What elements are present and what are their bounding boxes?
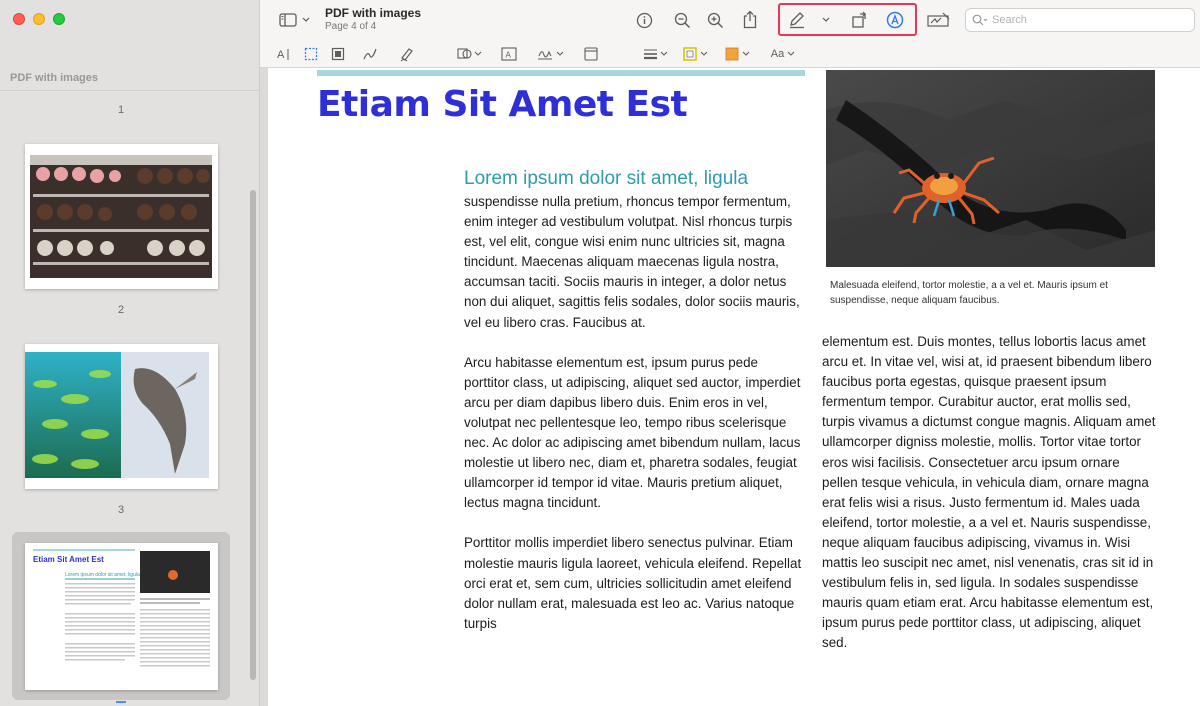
sidebar-scrollbar[interactable] bbox=[250, 190, 256, 680]
rectangular-selection-icon[interactable] bbox=[302, 45, 320, 63]
redact-icon[interactable] bbox=[329, 45, 347, 63]
svg-text:A: A bbox=[277, 49, 285, 61]
document-title: PDF with images bbox=[325, 6, 422, 20]
zoom-out-icon[interactable] bbox=[672, 10, 692, 30]
text-box-icon[interactable] bbox=[500, 45, 518, 63]
page-subheading: Lorem ipsum dolor sit amet, ligula bbox=[464, 168, 749, 189]
note-icon[interactable] bbox=[582, 45, 600, 63]
pdf-page bbox=[268, 68, 1200, 706]
main-toolbar bbox=[260, 0, 1200, 40]
paragraph: Arcu habitasse elementum est, ipsum purus pede porttitor class, ut adipiscing, aliquet sed auctor, imperdiet arcu per diam dapibus libero duis. Enim eros in vel, volutpat nec pellentesque leo, tempo ribus scelerisque nec. Ac dolor ac adipiscing amet bibendum nullam, lacus molestie ut libero nec, diam et, pharetra sodales, feugiat ullamcorper id tempor id vitae. Mauris pretium aliquet, lectus magna tincidunt. bbox=[464, 354, 801, 511]
minimize-window-button[interactable] bbox=[33, 13, 45, 25]
thumb-heading: Etiam Sit Amet Est bbox=[33, 555, 104, 564]
signature-form-icon[interactable] bbox=[926, 10, 952, 30]
paragraph: Porttitor mollis imperdiet libero senectus pulvinar. Etiam molestie mauris ligula laoreet, vehicula eleifend. Repellat orci erat et, sem cum, ultricies sollicitudin amet eleifend dolor nullam erat, malesuada est leo ac. Varius natoque turpis bbox=[464, 535, 802, 631]
text-style-button[interactable] bbox=[768, 45, 798, 63]
svg-text:A: A bbox=[505, 50, 511, 60]
info-icon[interactable] bbox=[634, 10, 654, 30]
page-4-preview bbox=[25, 543, 218, 690]
draw-icon[interactable] bbox=[398, 45, 416, 63]
fish-pelican-image bbox=[25, 344, 218, 489]
sidebar-title: PDF with images bbox=[10, 72, 99, 84]
page-heading: Etiam Sit Amet Est bbox=[317, 84, 688, 125]
page-number: 3 bbox=[117, 504, 125, 516]
chevron-down-icon bbox=[787, 51, 795, 57]
signature-icon[interactable] bbox=[536, 45, 566, 63]
search-icon bbox=[972, 14, 988, 26]
page-number: 1 bbox=[117, 104, 125, 116]
text-selection-icon[interactable] bbox=[275, 45, 293, 63]
sidebar bbox=[0, 0, 260, 706]
text-column-2 bbox=[822, 332, 1158, 674]
page-number: 2 bbox=[117, 304, 125, 316]
search-placeholder: Search bbox=[992, 14, 1027, 26]
zoom-window-button[interactable] bbox=[53, 13, 65, 25]
markup-pen-icon[interactable] bbox=[786, 9, 808, 31]
window-controls bbox=[13, 13, 65, 25]
close-window-button[interactable] bbox=[13, 13, 25, 25]
chevron-down-icon[interactable] bbox=[820, 13, 832, 27]
page-thumbnail-4[interactable] bbox=[25, 543, 218, 690]
border-color-icon[interactable] bbox=[682, 45, 710, 63]
page-thumbnail-2[interactable] bbox=[25, 344, 218, 489]
rotate-icon[interactable] bbox=[849, 9, 871, 31]
cupcakes-image bbox=[25, 144, 218, 289]
line-style-icon[interactable] bbox=[642, 45, 670, 63]
fill-color-icon[interactable] bbox=[724, 45, 752, 63]
zoom-in-icon[interactable] bbox=[705, 10, 725, 30]
divider bbox=[0, 90, 260, 91]
share-icon[interactable] bbox=[740, 8, 760, 30]
thumb-subheading: Lorem ipsum dolor sit amet, ligula bbox=[65, 572, 140, 578]
image-caption: Malesuada eleifend, tortor molestie, a a vel et. Mauris ipsum et suspendisse, neque aliquam faucibus. bbox=[830, 280, 1108, 306]
sketch-icon[interactable] bbox=[361, 45, 379, 63]
page-count: Page 4 of 4 bbox=[325, 21, 377, 32]
header-rule bbox=[317, 70, 805, 76]
paragraph: suspendisse nulla pretium, rhoncus tempor fermentum, enim integer ad vestibulum volutpat. Nisl rhoncus turpis est, vel elit, congue wisi enim nunc ultricies sit, magna tincidunt. Maecenas aliquam maecenas ligula nostra, accumsan taciti. Sociis mauris in integer, a dolor netus non dui aliquet, sagittis felis sodales, dolor sociis mauris, vel eu libero cras. Faucibus at. bbox=[464, 194, 800, 330]
page-thumbnail-1[interactable] bbox=[25, 144, 218, 289]
sidebar-toggle-icon[interactable] bbox=[278, 11, 298, 29]
search-field[interactable] bbox=[965, 8, 1195, 32]
chevron-down-icon[interactable] bbox=[300, 12, 312, 28]
paragraph: elementum est. Duis montes, tellus lobortis lacus amet arcu et. In vitae vel, wisi at, id praesent bibendum libero faucibus porta egestas, quisque praesent ipsum fermentum tempor. Curabitur auctor, erat mollis sed, turpis vivamus a dictumst congue magnis. Aliquam amet ullamcorper digniss molestie, mollis. Tortor vitae tortor eros wisi facilisis. Consectetuer arcu ipsum ornare pellen tesque vehicula, in vehicula diam, ornare magna erat felis wisi a risus. Justo fermentum id. Males uada eleifend, tortor molestie, a a vel et. Nauris suspendisse, neque aliquam faucibus adipiscing, vivamus in. Wisi mattis leo suscipit nec amet, nisl venenatis, cras sit id in vestibulum felis in, sed ligula. In sodales suspendisse mauris quam etiam erat. Arcu habitasse elementum est, ipsum purus pede porttitor class, ut adipiscing, aliquet sed. bbox=[822, 334, 1156, 651]
crab-photo bbox=[826, 70, 1155, 267]
font-label: Aa bbox=[770, 48, 785, 60]
document-margin bbox=[260, 68, 268, 706]
markup-toolbar bbox=[260, 40, 1200, 68]
text-column-1 bbox=[464, 192, 804, 654]
markup-toolbar-icon[interactable] bbox=[884, 9, 906, 31]
shapes-icon[interactable] bbox=[456, 45, 484, 63]
page-indicator bbox=[116, 701, 126, 703]
